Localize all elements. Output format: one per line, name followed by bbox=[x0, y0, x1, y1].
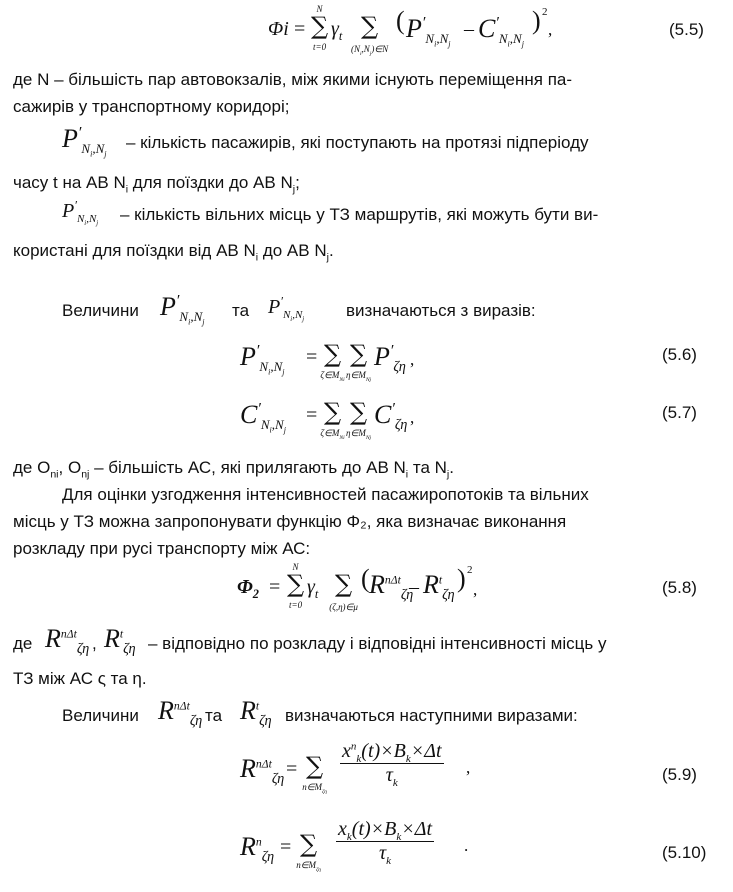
paragraph-line: – кількість пасажирів, які поступають на протязі підперіоду bbox=[126, 133, 589, 152]
paragraph-line: Величини bbox=[62, 706, 139, 725]
paragraph-line: та bbox=[205, 706, 223, 725]
symbol-p-prime-ni-nj: $P'_{N_i,N_j}$ bbox=[62, 198, 99, 228]
paragraph-line: визначаються з виразів: bbox=[346, 301, 536, 320]
equation-number-5-5: (5.5) bbox=[669, 20, 704, 39]
symbol-p-ni-nj: $P'_{N_i,N_j}$ bbox=[62, 124, 107, 159]
paragraph-line: де bbox=[13, 634, 33, 653]
equation-number-5-8: (5.8) bbox=[662, 578, 697, 597]
paragraph-line: Величини bbox=[62, 301, 139, 320]
paragraph-line: – відповідно по розкладу і відповідні інтенсивності місць у bbox=[148, 634, 607, 653]
paragraph-line: де N – більшість пар автовокзалів, між якими існують переміщення па- bbox=[13, 70, 573, 89]
equation-number-5-9: (5.9) bbox=[662, 765, 697, 784]
equation-number-5-10: (5.10) bbox=[662, 843, 707, 862]
paragraph-line: визначаються наступними виразами: bbox=[285, 706, 578, 725]
paragraph-line: Для оцінки узгодження інтенсивностей пасажиропотоків та вільних bbox=[62, 485, 589, 504]
symbol-r-t-zeta-eta: $R^t_{\zeta\eta}$ bbox=[240, 696, 272, 730]
paragraph-line: користані для поїздки від АВ $N_i$ до АВ $N_j$. bbox=[13, 241, 334, 264]
paper-page: Φi = ∑ N t=0 $\gamma_t$ ∑ $(N_i,N_j)\in N$ ( $P'_{N_i,N_j}$ – $C'_{N_i,N_j}$ ) 2 , (5.5) де N – більшість пар автовокзалів, між якими існують переміщення па- сажирів у транспортному коридорі; $P'_{N_i,N_j}$ – кількість пасажирів, які поступають на протязі підперіоду часу t на АВ $N_i$ для поїздки до АВ $N_j$; $P'_{N_i,N_j}$ – кількість вільних місць у ТЗ маршрутів, які можуть бути ви- користані для поїздки від АВ $N_i$ до АВ $N_j$. Величини $P'_{N_i,N_j}$ та $P'_{N_i,N_j}$ визначаються з виразів: $P'_{N_i,N_j}$ = ∑ $\zeta\in M_{Ni}$ ∑ $\eta\in M_{Nj}$ $P'_{\zeta\eta}$ , (5.6) $C'_{N_i,N_j}$ = ∑ $\zeta\in M_{Ni}$ ∑ $\eta\in M_{Nj}$ $C'_{\zeta\eta}$ , (5.7) де $O_{ni}$, $O_{nj}$ – більшість АС, які прилягають до АВ $N_i$ та $N_j$. Для оцінки узгодження інтенсивностей пасажиропотоків та вільних місць у ТЗ можна запропонувати функцію Φ₂, яка визначає виконання розкладу при русі транспорту між АС: $\Phi_2$ = ∑ N t=0 $\gamma_t$ ∑ (ζ,η)∈μ ( $R^{n\Delta t}_{\zeta\eta}$ – $R^t_{\zeta\eta}$ ) 2 , (5.8) де $R^{n\Delta t}_{\zeta\eta}$ , $R^t_{\zeta\eta}$ – відповідно по розкладу і відповідні інтенсивності місць у ТЗ між АС ς та η. Величини $R^{n\Delta t}_{\zeta\eta}$ та $R^t_{\zeta\eta}$ визначаються наступними виразами: $R^{n\Delta t}_{\zeta\eta}$ = ∑ $n\in M_{\zeta\eta}$ $x^n_k(t)\times B_k\times\Delta t$ $\tau_k$ , (5.9) $R^n_{\zeta\eta}$ = ∑ $n\in M_{\zeta\eta}$ $\frac{x_k(t)\times B_k\times\Delta t}{\tau_k}$ . (5.10) bbox=[13, 4, 707, 873]
equation-number-5-6: (5.6) bbox=[662, 345, 697, 364]
paragraph-line: розкладу при русі транспорту між АС: bbox=[13, 539, 311, 558]
symbol-r-ndt-zeta-eta: $R^{n\Delta t}_{\zeta\eta}$ bbox=[158, 696, 203, 730]
paragraph-line: місць у ТЗ можна запропонувати функцію Φ₂, яка визначає виконання bbox=[13, 512, 567, 531]
paragraph-line: де $O_{ni}$, $O_{nj}$ – більшість АС, які прилягають до АВ $N_i$ та $N_j$. bbox=[13, 458, 454, 481]
symbol-r-t-zeta-eta: $R^t_{\zeta\eta}$ bbox=[104, 624, 136, 658]
paragraph-line: , bbox=[92, 634, 97, 653]
paragraph-line: ТЗ між АС ς та η. bbox=[13, 669, 147, 688]
paragraph-line: часу t на АВ $N_i$ для поїздки до АВ $N_j$; bbox=[13, 173, 300, 196]
paragraph-line: та bbox=[232, 301, 250, 320]
paragraph-line: – кількість вільних місць у ТЗ маршрутів, які можуть бути ви- bbox=[120, 205, 599, 224]
symbol-p-ni-nj: $P'_{N_i,N_j}$ bbox=[160, 292, 205, 327]
equation-number-5-7: (5.7) bbox=[662, 403, 697, 422]
symbol-p-prime-ni-nj: $P'_{N_i,N_j}$ bbox=[268, 294, 305, 324]
paragraph-line: сажирів у транспортному коридорі; bbox=[13, 97, 290, 116]
symbol-r-ndt-zeta-eta: $R^{n\Delta t}_{\zeta\eta}$ bbox=[45, 624, 90, 658]
